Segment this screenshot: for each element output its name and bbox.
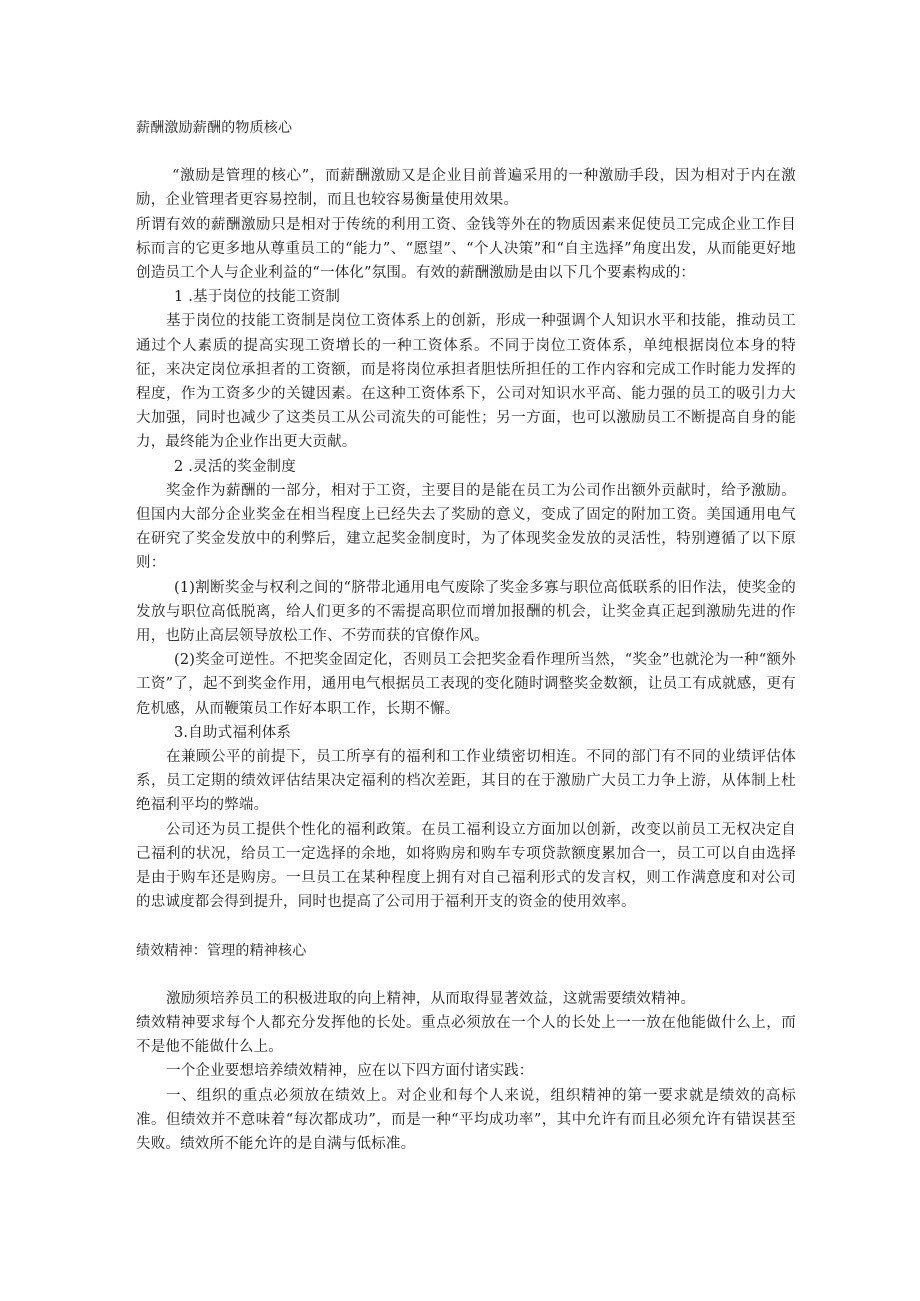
- document-title: 薪酬激励薪酬的物质核心: [136, 120, 293, 136]
- subsection-heading: 1 .基于岗位的技能工资制: [174, 289, 341, 306]
- subsection-heading: 2 .灵活的奖金制度: [174, 458, 296, 475]
- list-item: (2)奖金可逆性。不把奖金固定化，否则员工会把奖金看作理所当然，“奖金”也就沦为一种“额外工资”了，起不到奖金作用，通用电气根据员工表现的变化随时调整奖金数额，让员工有成就感，更有危机感，从而鞭策员工作好本职工作，长期不懈。: [136, 652, 796, 717]
- paragraph: 所谓有效的薪酬激励只是相对于传统的利用工资、金钱等外在的物质因素来促使员工完成企业工作目标而言的它更多地从尊重员工的“能力”、“愿望”、“个人决策”和“自主选择”角度出发，从而能更好地创造员工个人与企业利益的“一体化”氛围。有效的薪酬激励是由以下几个要素构成的：: [136, 216, 796, 282]
- document-page: [136, 116, 796, 1156]
- paragraph: 公司还为员工提供个性化的福利政策。在员工福利设立方面加以创新，改变以前员工无权决定自己福利的状况，给员工一定选择的余地，如将购房和购车专项贷款额度累加合一，员工可以自由选择是由于购车还是购房。一旦员工在某种程度上拥有对自己福利形式的发言权，则工作满意度和对公司的忠诚度都会得到提升，同时也提高了公司用于福利开支的资金的使用效率。: [136, 821, 796, 911]
- paragraph: 一个企业要想培养绩效精神，应在以下四方面付诸实践：: [166, 1063, 534, 1080]
- section-title: 绩效精神：管理的精神核心: [136, 942, 307, 959]
- paragraph: 在兼顾公平的前提下，员工所享有的福利和工作业绩密切相连。不同的部门有不同的业绩评估体系，员工定期的绩效评估结果决定福利的档次差距，其目的在于激励广大员工力争上游，从体制上杜绝福利平均的弊端。: [136, 749, 796, 814]
- paragraph: 一、组织的重点必须放在绩效上。对企业和每个人来说，组织精神的第一要求就是绩效的高标准。但绩效并不意味着“每次都成功”，而是一种“平均成功率”，其中允许有而且必须允许有错误甚至失败。绩效所不能允许的是自满与低标准。: [136, 1087, 796, 1152]
- paragraph: “激励是管理的核心”，而薪酬激励又是企业目前普遍采用的一种激励手段，因为相对于内在激励，企业管理者更容易控制，而且也较容易衡量使用效果。: [136, 168, 796, 209]
- list-item: (1)割断奖金与权利之间的“脐带北通用电气废除了奖金多寡与职位高低联系的旧作法，使奖金的发放与职位高低脱离，给人们更多的不需提高职位而增加报酬的机会，让奖金真正起到激励先进的作用，也防止高层领导放松工作、不劳而获的官僚作风。: [136, 579, 796, 645]
- paragraph: 奖金作为薪酬的一部分，相对于工资，主要目的是能在员工为公司作出额外贡献时，给予激励。但国内大部分企业奖金在相当程度上已经失去了奖励的意义，变成了固定的附加工资。美国通用电气在研究了奖金发放中的利弊后，建立起奖金制度时，为了体现奖金发放的灵活性，特别遵循了以下原则：: [136, 482, 796, 572]
- paragraph: 基于岗位的技能工资制是岗位工资体系上的创新，形成一种强调个人知识水平和技能，推动员工通过个人素质的提高实现工资增长的一种工资体系。不同于岗位工资体系，单纯根据岗位本身的特征，来决定岗位承担者的工资额，而是将岗位承担者胆怯所担任的工作内容和完成工作时能力发挥的程度，作为工资多少的关键因素。在这种工资体系下，公司对知识水平高、能力强的员工的吸引力大大加强，同时也减少了这类员工从公司流失的可能性；另一方面，也可以激励员工不断提高自身的能力，最终能为企业作出更大贡献。: [136, 313, 796, 451]
- subsection-heading: 3.自助式福利体系: [174, 724, 292, 741]
- paragraph: 绩效精神要求每个人都充分发挥他的长处。重点必须放在一个人的长处上一一放在他能做什么上，而不是他不能做什么上。: [136, 1014, 796, 1056]
- paragraph: 激励须培养员工的积极进取的向上精神，从而取得显著效益，这就需要绩效精神。: [166, 990, 696, 1007]
